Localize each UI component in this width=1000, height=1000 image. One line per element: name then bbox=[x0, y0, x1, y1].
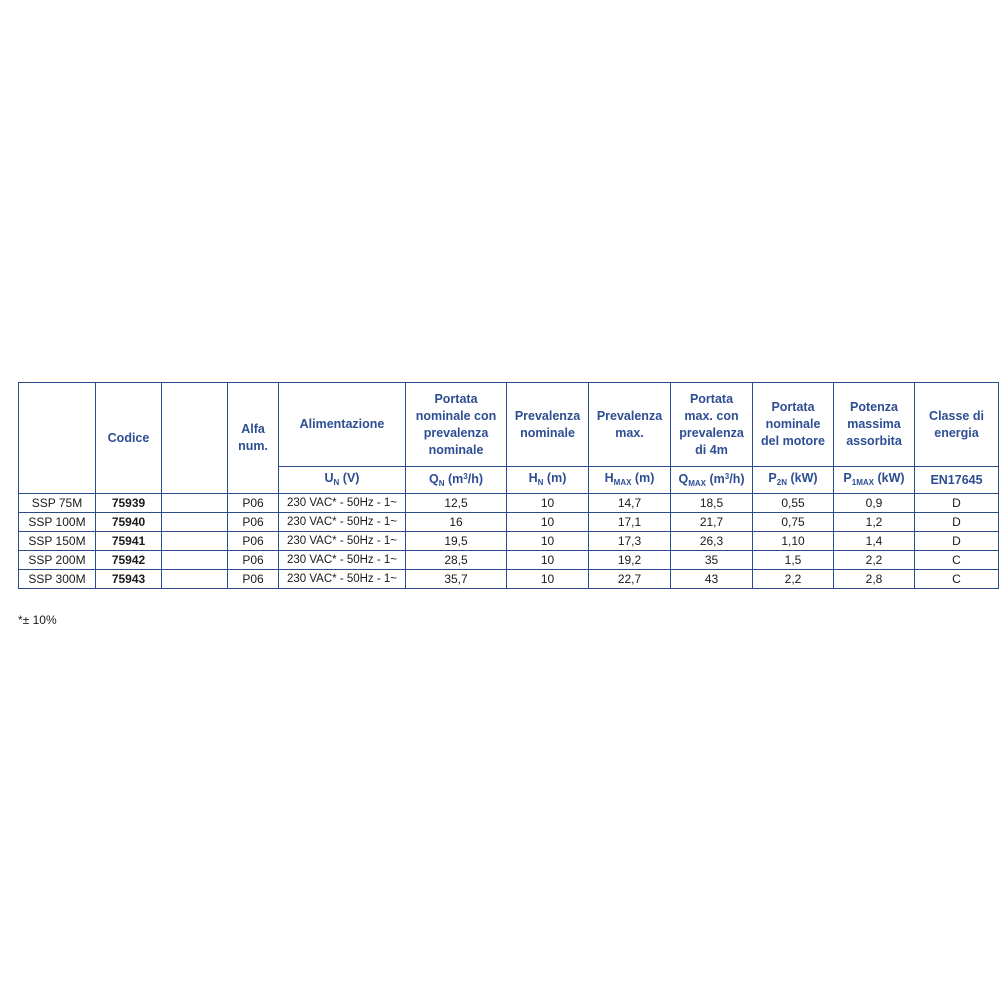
portata-nominale-column-header: Portata nominale con prevalenza nominale bbox=[406, 383, 507, 467]
portata-max-column-header: Portata max. con prevalenza di 4m bbox=[671, 383, 753, 467]
unit-hn: $H_N$ (m) bbox=[507, 467, 589, 494]
alfa-cell: P06 bbox=[228, 532, 279, 551]
tolerance-footnote: *± 10% bbox=[18, 613, 57, 627]
p1max-cell: 2,2 bbox=[834, 551, 915, 570]
qn-cell: 28,5 bbox=[406, 551, 507, 570]
p1max-cell: 0,9 bbox=[834, 494, 915, 513]
hmax-cell: 17,3 bbox=[589, 532, 671, 551]
hn-cell: 10 bbox=[507, 551, 589, 570]
model-cell: SSP 200M bbox=[19, 551, 96, 570]
unit-p1max: $P_{1MAX}$ (kW) bbox=[834, 467, 915, 494]
model-column-header bbox=[19, 383, 96, 494]
hmax-cell: 14,7 bbox=[589, 494, 671, 513]
model-cell: SSP 100M bbox=[19, 513, 96, 532]
empty-cell bbox=[162, 551, 228, 570]
code-cell: 75942 bbox=[96, 551, 162, 570]
alfa-cell: P06 bbox=[228, 551, 279, 570]
alfa-column-header: Alfa num. bbox=[228, 383, 279, 494]
empty-cell bbox=[162, 532, 228, 551]
p1max-cell: 1,2 bbox=[834, 513, 915, 532]
table-row bbox=[19, 551, 999, 570]
hmax-cell: 22,7 bbox=[589, 570, 671, 589]
prevalenza-nominale-column-header: Prevalenza nominale bbox=[507, 383, 589, 467]
p2n-cell: 0,55 bbox=[753, 494, 834, 513]
classe-column-header: Classe di energia bbox=[915, 383, 999, 467]
code-cell: 75939 bbox=[96, 494, 162, 513]
portata-motore-column-header: Portata nominale del motore bbox=[753, 383, 834, 467]
unit-qn: $Q_N$ $(m^3/h)$ bbox=[406, 467, 507, 494]
qmax-cell: 18,5 bbox=[671, 494, 753, 513]
table-row bbox=[19, 494, 999, 513]
p2n-cell: 2,2 bbox=[753, 570, 834, 589]
alfa-cell: P06 bbox=[228, 513, 279, 532]
empty-cell bbox=[162, 570, 228, 589]
qn-cell: 35,7 bbox=[406, 570, 507, 589]
hn-cell: 10 bbox=[507, 570, 589, 589]
p2n-cell: 1,10 bbox=[753, 532, 834, 551]
hmax-cell: 19,2 bbox=[589, 551, 671, 570]
unit-p2n: $P_{2N}$ (kW) bbox=[753, 467, 834, 494]
qn-cell: 12,5 bbox=[406, 494, 507, 513]
qmax-cell: 43 bbox=[671, 570, 753, 589]
classe-cell: C bbox=[915, 570, 999, 589]
model-cell: SSP 75M bbox=[19, 494, 96, 513]
code-cell: 75941 bbox=[96, 532, 162, 551]
supply-cell: 230 VAC* - 50Hz - 1~ bbox=[279, 494, 406, 513]
code-cell: 75940 bbox=[96, 513, 162, 532]
hmax-cell: 17,1 bbox=[589, 513, 671, 532]
qmax-cell: 35 bbox=[671, 551, 753, 570]
hn-cell: 10 bbox=[507, 494, 589, 513]
supply-cell: 230 VAC* - 50Hz - 1~ bbox=[279, 513, 406, 532]
unit-un: $U_N$ (V) bbox=[279, 467, 406, 494]
codice-column-header: Codice bbox=[96, 383, 162, 494]
pump-spec-table bbox=[18, 382, 999, 589]
hn-cell: 10 bbox=[507, 532, 589, 551]
qn-cell: 19,5 bbox=[406, 532, 507, 551]
table-row bbox=[19, 532, 999, 551]
model-cell: SSP 300M bbox=[19, 570, 96, 589]
p1max-cell: 1,4 bbox=[834, 532, 915, 551]
code-cell: 75943 bbox=[96, 570, 162, 589]
supply-cell: 230 VAC* - 50Hz - 1~ bbox=[279, 532, 406, 551]
classe-cell: D bbox=[915, 532, 999, 551]
potenza-max-column-header: Potenza massima assorbita bbox=[834, 383, 915, 467]
empty-column-header bbox=[162, 383, 228, 494]
classe-cell: C bbox=[915, 551, 999, 570]
empty-cell bbox=[162, 513, 228, 532]
unit-classe-standard: EN17645 bbox=[915, 467, 999, 494]
qmax-cell: 26,3 bbox=[671, 532, 753, 551]
table-row bbox=[19, 513, 999, 532]
empty-cell bbox=[162, 494, 228, 513]
p2n-cell: 1,5 bbox=[753, 551, 834, 570]
classe-cell: D bbox=[915, 494, 999, 513]
qmax-cell: 21,7 bbox=[671, 513, 753, 532]
p1max-cell: 2,8 bbox=[834, 570, 915, 589]
alfa-cell: P06 bbox=[228, 494, 279, 513]
hn-cell: 10 bbox=[507, 513, 589, 532]
header-row bbox=[19, 383, 999, 467]
alimentazione-column-header: Alimentazione bbox=[279, 383, 406, 467]
alfa-cell: P06 bbox=[228, 570, 279, 589]
table-row bbox=[19, 570, 999, 589]
qn-cell: 16 bbox=[406, 513, 507, 532]
p2n-cell: 0,75 bbox=[753, 513, 834, 532]
unit-qmax: $Q_{MAX}$ $(m^3/h)$ bbox=[671, 467, 753, 494]
unit-hmax: $H_{MAX}$ (m) bbox=[589, 467, 671, 494]
supply-cell: 230 VAC* - 50Hz - 1~ bbox=[279, 551, 406, 570]
model-cell: SSP 150M bbox=[19, 532, 96, 551]
prevalenza-max-column-header: Prevalenza max. bbox=[589, 383, 671, 467]
supply-cell: 230 VAC* - 50Hz - 1~ bbox=[279, 570, 406, 589]
classe-cell: D bbox=[915, 513, 999, 532]
